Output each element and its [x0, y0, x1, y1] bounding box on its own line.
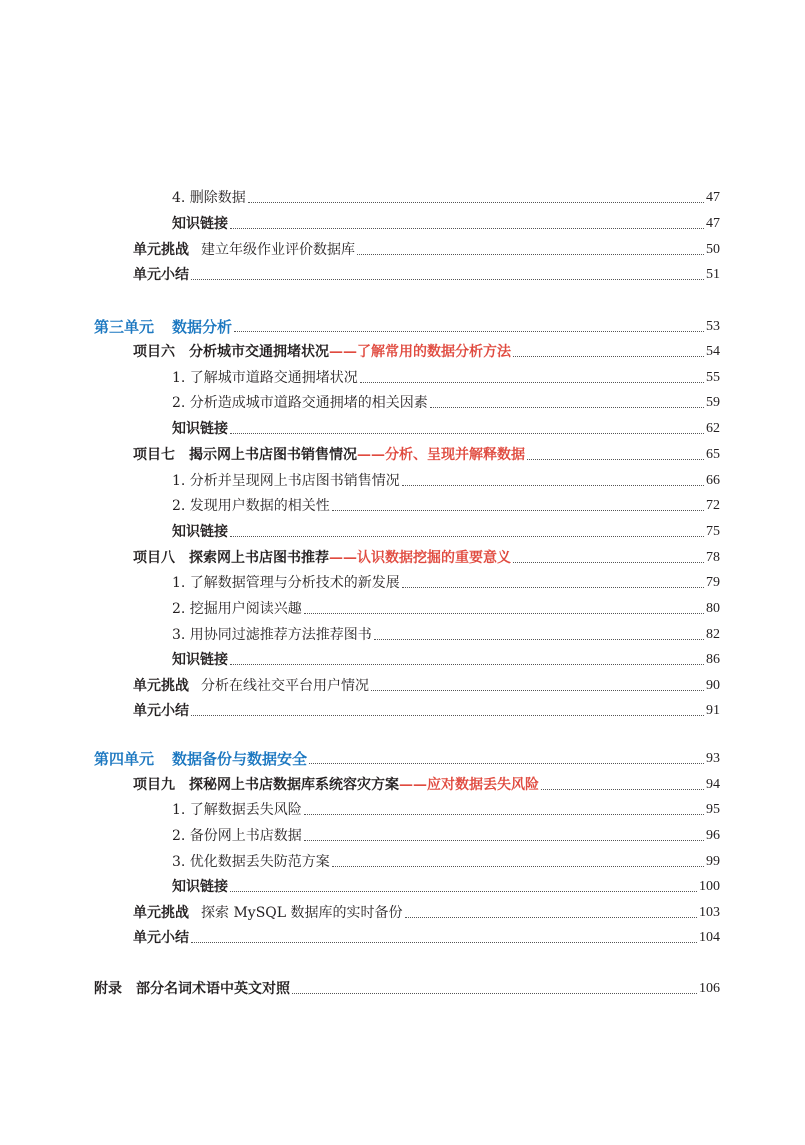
toc-entry-label: 2. 挖掘用户阅读兴趣 — [172, 601, 302, 617]
toc-entry-page: 62 — [706, 421, 720, 436]
toc-entry-page: 50 — [706, 242, 720, 257]
toc-unit-heading[interactable] — [0, 312, 720, 336]
toc-entry-page: 47 — [706, 190, 720, 205]
leader-dots — [230, 536, 704, 537]
toc-entry-page: 96 — [706, 828, 720, 843]
leader-dots — [234, 331, 704, 332]
toc-unit-summary[interactable] — [0, 923, 720, 947]
leader-dots — [230, 433, 704, 434]
leader-dots — [371, 690, 704, 691]
leader-dots — [374, 639, 704, 640]
leader-dots — [248, 202, 704, 203]
appendix-tag: 附录 — [94, 981, 122, 997]
toc-entry-page: 75 — [706, 524, 720, 539]
toc-entry-page: 93 — [706, 751, 720, 766]
project-title: 探索网上书店图书推荐 — [189, 550, 329, 566]
toc-entry-label: 1. 了解数据丢失风险 — [172, 802, 302, 818]
project-title: 揭示网上书店图书销售情况 — [189, 447, 357, 463]
toc-entry[interactable] — [0, 388, 720, 412]
toc-project[interactable] — [0, 337, 720, 361]
summary-tag: 单元小结 — [133, 930, 189, 946]
leader-dots — [541, 789, 704, 790]
leader-dots — [230, 891, 697, 892]
leader-dots — [304, 814, 704, 815]
leader-dots — [191, 715, 704, 716]
appendix-title: 部分名词术语中英文对照 — [136, 981, 290, 997]
toc-entry-page: 100 — [699, 879, 720, 894]
toc-entry[interactable] — [0, 795, 720, 819]
challenge-title: 探索 MySQL 数据库的实时备份 — [201, 905, 403, 921]
toc-unit-challenge[interactable] — [0, 671, 720, 695]
toc-entry-label: 知识链接 — [172, 421, 228, 437]
toc-entry-page: 79 — [706, 575, 720, 590]
leader-dots — [191, 279, 704, 280]
toc-entry-label: 2. 发现用户数据的相关性 — [172, 498, 330, 514]
toc-entry-page: 86 — [706, 652, 720, 667]
leader-dots — [230, 664, 704, 665]
toc-entry[interactable] — [0, 183, 720, 207]
project-number: 项目六 — [133, 344, 175, 360]
leader-dots — [304, 613, 704, 614]
project-number: 项目七 — [133, 447, 175, 463]
toc-entry-page: 80 — [706, 601, 720, 616]
toc-entry[interactable] — [0, 645, 720, 669]
toc-unit-heading[interactable] — [0, 744, 720, 768]
toc-entry[interactable] — [0, 847, 720, 871]
leader-dots — [332, 866, 704, 867]
toc-entry-page: 65 — [706, 447, 720, 462]
toc-entry-page: 103 — [699, 905, 720, 920]
leader-dots — [527, 459, 704, 460]
challenge-tag: 单元挑战 — [133, 678, 189, 694]
project-title: 探秘网上书店数据库系统容灾方案 — [189, 777, 399, 793]
toc-entry-page: 59 — [706, 395, 720, 410]
leader-dots — [357, 254, 704, 255]
toc-entry-page: 104 — [699, 930, 720, 945]
toc-unit-challenge[interactable] — [0, 898, 720, 922]
toc-entry-label: 知识链接 — [172, 879, 228, 895]
toc-entry[interactable] — [0, 414, 720, 438]
toc-entry-label: 2. 备份网上书店数据 — [172, 828, 302, 844]
toc-unit-summary[interactable] — [0, 696, 720, 720]
unit-title: 数据分析 — [172, 318, 233, 336]
toc-entry-label: 1. 了解数据管理与分析技术的新发展 — [172, 575, 400, 591]
toc-entry-label: 4. 删除数据 — [172, 190, 246, 206]
leader-dots — [402, 587, 704, 588]
toc-project[interactable] — [0, 543, 720, 567]
toc-entry-page: 91 — [706, 703, 720, 718]
toc-entry-page: 66 — [706, 473, 720, 488]
challenge-tag: 单元挑战 — [133, 242, 189, 258]
leader-dots — [332, 510, 704, 511]
leader-dots — [360, 382, 704, 383]
toc-project[interactable] — [0, 440, 720, 464]
toc-entry-page: 55 — [706, 370, 720, 385]
toc-entry[interactable] — [0, 620, 720, 644]
toc-entry-page: 53 — [706, 319, 720, 334]
project-subtitle: ——认识数据挖掘的重要意义 — [329, 550, 511, 566]
leader-dots — [292, 993, 697, 994]
toc-entry-label: 知识链接 — [172, 652, 228, 668]
toc-entry-page: 78 — [706, 550, 720, 565]
toc-entry[interactable] — [0, 209, 720, 233]
toc-entry-label: 知识链接 — [172, 524, 228, 540]
leader-dots — [430, 407, 704, 408]
toc-entry-page: 94 — [706, 777, 720, 792]
leader-dots — [513, 356, 704, 357]
toc-entry-label: 知识链接 — [172, 216, 228, 232]
challenge-tag: 单元挑战 — [133, 905, 189, 921]
toc-entry-page: 82 — [706, 627, 720, 642]
leader-dots — [405, 917, 697, 918]
unit-number: 第四单元 — [94, 750, 155, 768]
toc-entry-label: 3. 优化数据丢失防范方案 — [172, 854, 330, 870]
leader-dots — [309, 763, 704, 764]
toc-entry-label: 2. 分析造成城市道路交通拥堵的相关因素 — [172, 395, 428, 411]
toc-entry-label: 1. 了解城市道路交通拥堵状况 — [172, 370, 358, 386]
toc-entry[interactable] — [0, 568, 720, 592]
toc-entry-label: 3. 用协同过滤推荐方法推荐图书 — [172, 627, 372, 643]
leader-dots — [513, 562, 704, 563]
toc-entry-page: 54 — [706, 344, 720, 359]
project-number: 项目八 — [133, 550, 175, 566]
leader-dots — [304, 840, 704, 841]
summary-tag: 单元小结 — [133, 703, 189, 719]
toc-entry-page: 47 — [706, 216, 720, 231]
toc-project[interactable] — [0, 770, 720, 794]
challenge-title: 建立年级作业评价数据库 — [201, 242, 355, 258]
toc-entry-page: 95 — [706, 802, 720, 817]
project-subtitle: ——分析、呈现并解释数据 — [357, 447, 525, 463]
toc-entry[interactable] — [0, 594, 720, 618]
toc-entry[interactable] — [0, 872, 720, 896]
challenge-title: 分析在线社交平台用户情况 — [201, 678, 369, 694]
project-subtitle: ——应对数据丢失风险 — [399, 777, 539, 793]
toc-entry[interactable] — [0, 821, 720, 845]
project-subtitle: ——了解常用的数据分析方法 — [329, 344, 511, 360]
toc-entry[interactable] — [0, 363, 720, 387]
toc-unit-summary[interactable] — [0, 260, 720, 284]
unit-title: 数据备份与数据安全 — [172, 750, 308, 768]
toc-appendix[interactable] — [0, 974, 720, 998]
leader-dots — [191, 942, 697, 943]
toc-entry-page: 90 — [706, 678, 720, 693]
toc-entry[interactable] — [0, 517, 720, 541]
toc-entry-label: 1. 分析并呈现网上书店图书销售情况 — [172, 473, 400, 489]
toc-entry[interactable] — [0, 491, 720, 515]
toc-entry[interactable] — [0, 466, 720, 490]
toc-entry-page: 51 — [706, 267, 720, 282]
leader-dots — [402, 485, 704, 486]
toc-entry-page: 106 — [699, 981, 720, 996]
project-title: 分析城市交通拥堵状况 — [189, 344, 329, 360]
summary-tag: 单元小结 — [133, 267, 189, 283]
toc-entry-page: 72 — [706, 498, 720, 513]
toc-unit-challenge[interactable] — [0, 235, 720, 259]
toc-entry-page: 99 — [706, 854, 720, 869]
leader-dots — [230, 228, 704, 229]
unit-number: 第三单元 — [94, 318, 155, 336]
project-number: 项目九 — [133, 777, 175, 793]
